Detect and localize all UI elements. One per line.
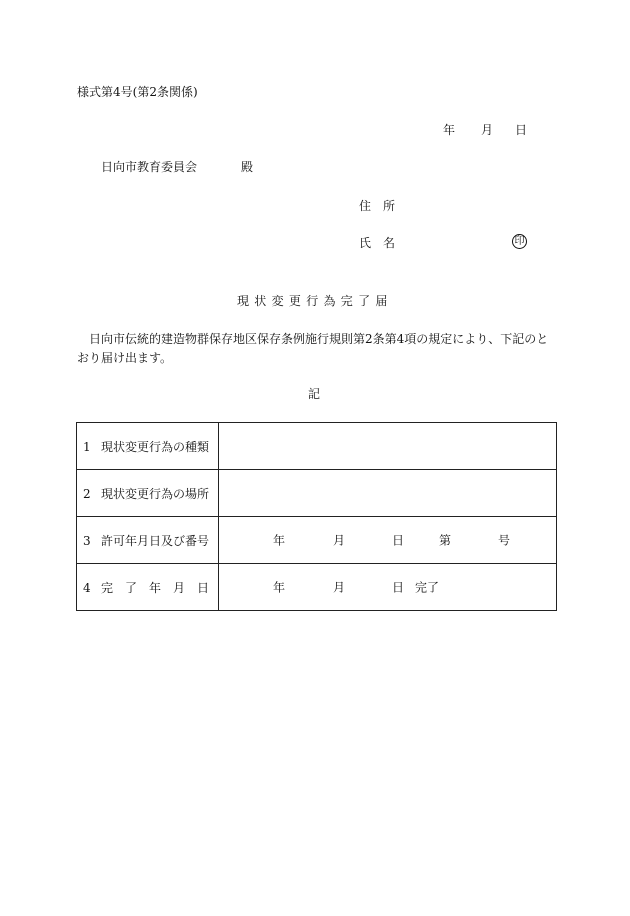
- completion-year-label: 年: [273, 580, 286, 595]
- row-number: 1: [83, 439, 91, 454]
- row-label-text: 許可年月日及び番号: [101, 533, 210, 548]
- date-year-label: 年: [443, 123, 456, 137]
- row-value-location: [219, 470, 557, 517]
- permission-go-label: 号: [498, 533, 511, 548]
- row-number: 4: [83, 580, 91, 595]
- row-value-completion: [219, 564, 557, 611]
- document-title: 現状変更行為完了届: [237, 294, 393, 308]
- completion-complete-label: 完了: [415, 580, 440, 595]
- row-label: [77, 517, 219, 564]
- addressee-name: 日向市教育委員会: [101, 160, 198, 174]
- address-label-2: 所: [383, 199, 396, 213]
- completion-day-label: 日: [392, 580, 405, 595]
- detail-table: [76, 422, 557, 611]
- row-label: [77, 423, 219, 470]
- row-label: [77, 470, 219, 517]
- name-label-2: 名: [383, 236, 396, 250]
- permission-year-label: 年: [273, 533, 286, 548]
- table-row: [77, 423, 557, 470]
- row-label: [77, 564, 219, 611]
- permission-day-label: 日: [392, 533, 405, 548]
- addressee-honorific: 殿: [241, 160, 254, 174]
- permission-dai-label: 第: [439, 533, 452, 548]
- name-label: [359, 237, 395, 249]
- ki-heading: 記: [308, 387, 321, 401]
- table-row: [77, 470, 557, 517]
- seal-icon: 印: [512, 234, 527, 249]
- permission-month-label: 月: [333, 533, 346, 548]
- date-month-label: 月: [481, 123, 494, 137]
- row-number: 2: [83, 486, 91, 501]
- name-label-1: 氏: [359, 236, 372, 250]
- row-label-text: 現状変更行為の種類: [101, 439, 210, 454]
- row-value-permission: [219, 517, 557, 564]
- form-number: 様式第4号(第2条関係): [77, 85, 198, 99]
- row-label-text: 現状変更行為の場所: [101, 486, 210, 501]
- address-label-1: 住: [359, 199, 372, 213]
- row-label-text: 完 了 年 月 日: [101, 580, 210, 595]
- body-paragraph: 日向市伝統的建造物群保存地区保存条例施行規則第2条第4項の規定により、下記のとおり届け出ます。: [77, 332, 549, 365]
- row-number: 3: [83, 533, 91, 548]
- date-day-label: 日: [515, 123, 528, 137]
- row-value-kind: [219, 423, 557, 470]
- address-label: [359, 200, 395, 212]
- completion-month-label: 月: [333, 580, 346, 595]
- table-row: [77, 564, 557, 611]
- table-row: [77, 517, 557, 564]
